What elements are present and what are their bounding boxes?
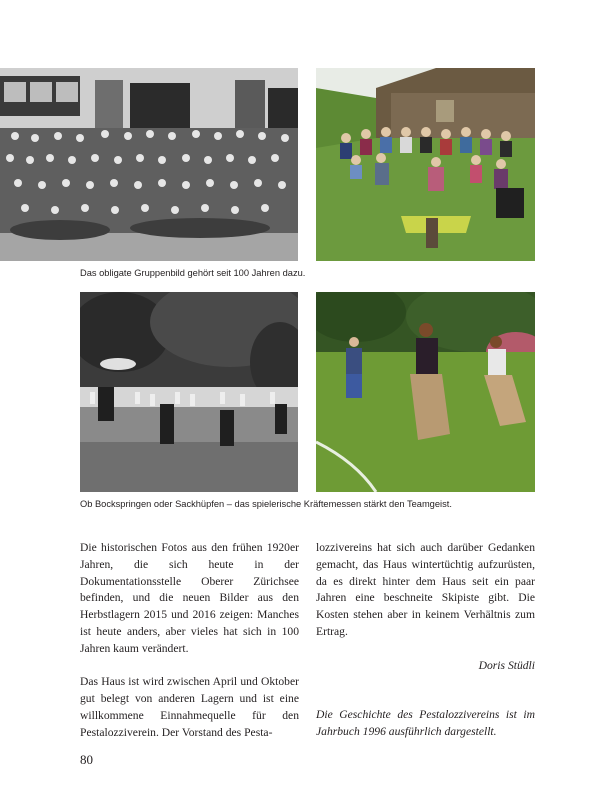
body-paragraph-2-end: lozzivereins hat sich auch darüber Gedanken gemacht, das Haus wintertüchtig aufzurüsten, da es direkt hinter dem Haus seit ein paar Jahren eine beschneite Skipiste gibt. Die Kosten stehen aber in keinem Verhältnis zum Ertrag. [316, 541, 535, 638]
footnote-reference: Die Geschichte des Pestalozzivereins ist im Jahrbuch 1996 ausführlich dargestellt. [316, 708, 535, 739]
photo-historic-group-image [0, 68, 298, 261]
body-paragraph-2-start: Das Haus ist wird zwischen April und Oktober gut belegt von anderen Lagern und ist eine willkommene Einnahmequelle für den Pestalozziverein. Der Vorstand des Pesta- [80, 675, 299, 739]
author-signature: Doris Stüdli [478, 658, 535, 672]
page-number: 80 [80, 752, 93, 767]
photo-modern-group [316, 68, 535, 261]
caption-group-photos: Das obligate Gruppenbild gehört seit 100 Jahren dazu. [80, 268, 306, 278]
photo-historic-leapfrog [80, 292, 298, 492]
body-column-right [316, 540, 535, 758]
photo-modern-sack-race [316, 292, 535, 492]
photo-historic-leapfrog-image [80, 292, 298, 492]
body-paragraph-1: Die historischen Fotos aus den frühen 1920er Jahren, die sich heute in der Dokumentationsstelle Oberer Zürichsee befinden, und die neuen Bilder aus den Herbstlagern 2015 und 2016 zeigen: Manches ist heute anders, aber vieles hat sich in 100 Jahren kaum verändert. [80, 541, 299, 655]
photo-modern-sack-race-image [316, 292, 535, 492]
body-column-left [80, 540, 299, 758]
photo-historic-group [0, 68, 298, 261]
caption-games: Ob Bockspringen oder Sackhüpfen – das spielerische Kräftemessen stärkt den Teamgeist. [80, 499, 452, 509]
photo-modern-group-image [316, 68, 535, 261]
